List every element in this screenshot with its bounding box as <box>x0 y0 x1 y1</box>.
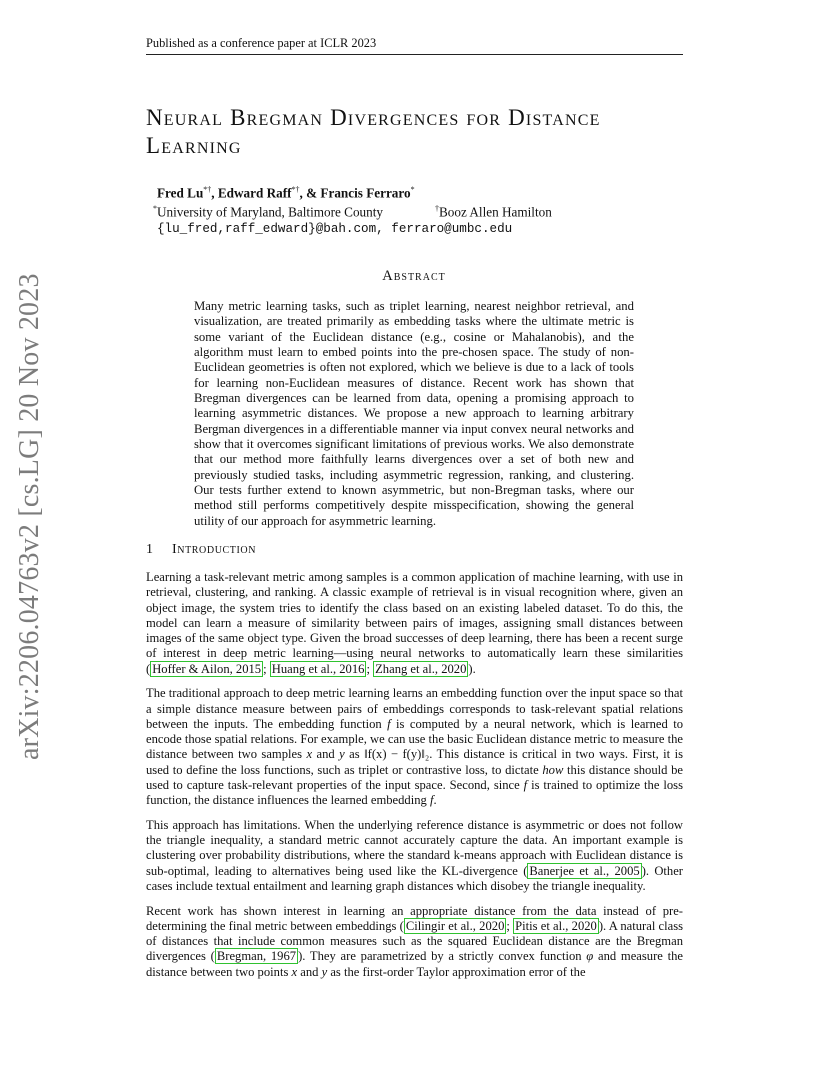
author-sup: *† <box>291 185 300 194</box>
section-heading <box>146 542 256 558</box>
citation-link[interactable]: Huang et al., 2016 <box>271 661 365 676</box>
body-text <box>146 570 683 989</box>
author-name: , & Francis Ferraro <box>299 185 411 201</box>
author-sup: *† <box>203 185 212 194</box>
author-name: Fred Lu <box>157 185 204 201</box>
paper-title: Neural Bregman Divergences for Distance Learning <box>146 105 601 158</box>
math-norm: ‖f(x) − f(y)‖₂ <box>364 747 430 762</box>
affiliation: University of Maryland, Baltimore County <box>157 204 383 220</box>
author-email: {lu_fred,raff_edward}@bah.com, ferraro@umbc.edu <box>157 221 513 236</box>
citation-link[interactable]: Cilingir et al., 2020 <box>405 918 505 933</box>
citation-link[interactable]: Banerjee et al., 2005 <box>529 863 640 878</box>
author-block <box>153 182 552 237</box>
paragraph: This approach has limitations. When the underlying reference distance is asymmetric or does not follow the triangle inequality, a standard metric cannot accurately capture the data. An important example is clustering over probability distributions, where the standard k-means approach with Euclidean distance is sub-optimal, leading to alternatives being used like the KL-divergence ( Banerjee et al., 2005 ). Other cases include textual entailment and learning graph distances which disobey the triangle inequality. <box>146 817 683 893</box>
author-names <box>157 182 552 201</box>
citation-link[interactable]: Pitis et al., 2020 <box>515 918 597 933</box>
section-number: 1 <box>146 542 154 557</box>
affiliation: Booz Allen Hamilton <box>438 204 552 220</box>
citation-link[interactable]: Bregman, 1967 <box>216 949 297 964</box>
paragraph: The traditional approach to deep metric learning learns an embedding function over the input space so that a simple distance measure between pairs of embeddings corresponds to task-relevant spatial relations between the inputs. The embedding function f is computed by a neural network, which is learned to encode those spatial relations. For example, we can use the basic Euclidean distance metric to measure the distance between two samples x and y as ‖f(x) − f(y)‖₂. This distance is critical in two ways. First, it is used to define the loss functions, such as triplet or contrastive loss, to dictate how this distance should be used to capture task-relevant properties of the input space. Second, since f is trained to optimize the loss function, the distance influences the learned embedding f. <box>146 686 684 807</box>
author-sup: * <box>410 185 415 194</box>
section-title: Introduction <box>172 542 257 557</box>
arxiv-stamp: arXiv:2206.04763v2 [cs.LG] 20 Nov 2023 <box>14 273 45 760</box>
affil-sup: † <box>434 204 439 214</box>
abstract-text: Many metric learning tasks, such as triplet learning, nearest neighbor retrieval, and visualization, are treated primarily as embedding tasks where the ultimate metric is some variant of the Euclidean distance (e.g., cosine or Mahalanobis), and the algorithm must learn to embed points into the pre-chosen space. The study of non-Euclidean geometries is often not explored, which we believe is due to a lack of tools for learning non-Euclidean measures of distance. Recent work has shown that Bregman divergences can be learned from data, opening a promising approach to learning asymmetric distances. We propose a new approach to learning arbitrary Bergman divergences in a differentiable manner via input convex neural networks and show that it overcomes significant limitations of previous works. We also demonstrate that our method more faithfully learns divergences over a set of both new and previously studied tasks, including asymmetric regression, ranking, and clustering. Our tests further extend to known asymmetric, but non-Bregman tasks, where our method still performs competitively despite misspecification, showing the general utility of our approach for asymmetric learning. <box>194 299 634 528</box>
paragraph: Learning a task-relevant metric among samples is a common application of machine learning, with use in retrieval, clustering, and ranking. A classic example of retrieval is in visual recognition where, given an object image, the system tries to identify the class based on an existing labeled dataset. To do this, the model can learn a measure of similarity between pairs of images, assigning small distances between images of the same object type. Given the broad successes of deep learning, there has been a recent surge of interest in deep metric learning—using neural networks to automatically learn these similarities ( Hoffer & Ailon, 2015 ; Huang et al., 2016 ; Zhang et al., 2020 ). <box>146 570 683 676</box>
abstract-heading: Abstract <box>382 268 446 284</box>
paragraph: Recent work has shown interest in learning an appropriate distance from the data instead of pre-determining the final metric between embeddings ( Cilingir et al., 2020 ; Pitis et al., 2020 ). A natural class of distances that include common measures such as the squared Euclidean distance are the Bregman divergences ( Bregman, 1967 ). They are parametrized by a strictly convex function φ and measure the distance between two points x and y as the first-order Taylor approximation error of the <box>146 903 684 979</box>
author-name: , Edward Raff <box>211 185 292 201</box>
page-header: Published as a conference paper at ICLR 2023 <box>146 36 683 55</box>
affil-sup: * <box>153 204 157 214</box>
citation-link[interactable]: Zhang et al., 2020 <box>375 661 467 676</box>
affiliations <box>153 201 552 220</box>
citation-link[interactable]: Hoffer & Ailon, 2015 <box>152 661 262 676</box>
